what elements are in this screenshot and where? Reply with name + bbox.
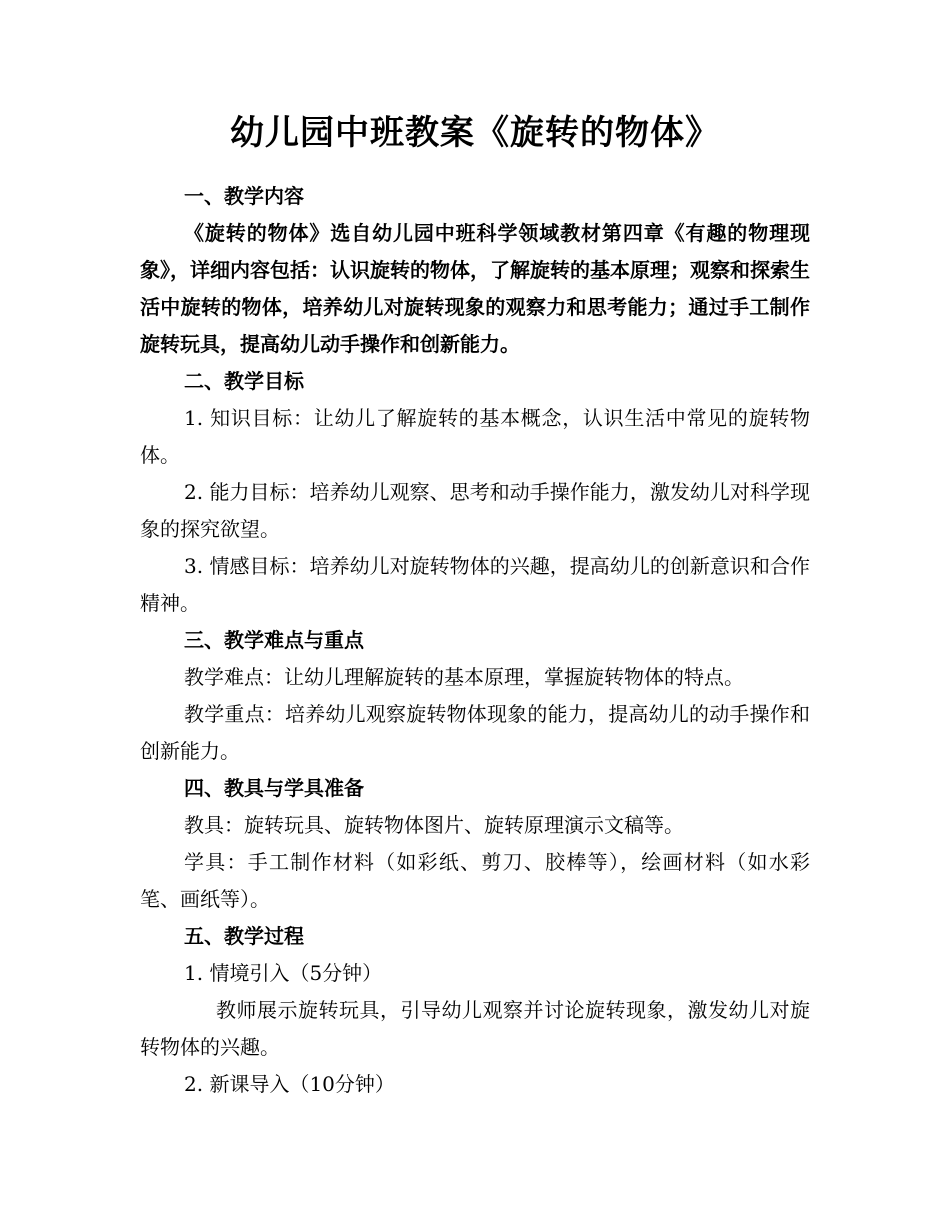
process-step-1: 1. 情境引入（5分钟） [184, 961, 383, 985]
process-step-1-text: 教师展示旋转玩具，引导幼儿观察并讨论旋转现象，激发幼儿对旋转物体的兴趣。 [140, 998, 810, 1059]
goal-emotion: 3. 情感目标：培养幼儿对旋转物体的兴趣，提高幼儿的创新意识和合作精神。 [140, 554, 810, 615]
teacher-materials: 教具：旋转玩具、旋转物体图片、旋转原理演示文稿等。 [184, 813, 684, 837]
goal-ability: 2. 能力目标：培养幼儿观察、思考和动手操作能力，激发幼儿对科学现象的探究欲望。 [140, 480, 810, 541]
document-title: 幼儿园中班教案《旋转的物体》 [230, 113, 720, 153]
student-materials: 学具：手工制作材料（如彩纸、剪刀、胶棒等），绘画材料（如水彩笔、画纸等）。 [140, 850, 810, 911]
document-body [140, 108, 810, 1103]
section-heading-process: 五、教学过程 [184, 924, 304, 948]
difficulty-paragraph: 教学难点：让幼儿理解旋转的基本原理，掌握旋转物体的特点。 [184, 665, 744, 689]
goal-knowledge: 1. 知识目标：让幼儿了解旋转的基本概念，认识生活中常见的旋转物体。 [140, 406, 810, 467]
section-heading-goals: 二、教学目标 [184, 369, 304, 393]
focus-paragraph: 教学重点：培养幼儿观察旋转物体现象的能力，提高幼儿的动手操作和创新能力。 [140, 702, 810, 763]
section-heading-difficulty: 三、教学难点与重点 [184, 628, 364, 652]
section-heading-materials: 四、教具与学具准备 [184, 776, 364, 800]
section-heading-content: 一、教学内容 [184, 184, 304, 208]
content-paragraph: 《旋转的物体》选自幼儿园中班科学领域教材第四章《有趣的物理现象》，详细内容包括：认识旋转的物体，了解旋转的基本原理；观察和探索生活中旋转的物体，培养幼儿对旋转现象的观察力和思考能力；通过手工制作旋转玩具，提高幼儿动手操作和创新能力。 [140, 221, 810, 356]
process-step-2: 2. 新课导入（10分钟） [184, 1072, 395, 1096]
